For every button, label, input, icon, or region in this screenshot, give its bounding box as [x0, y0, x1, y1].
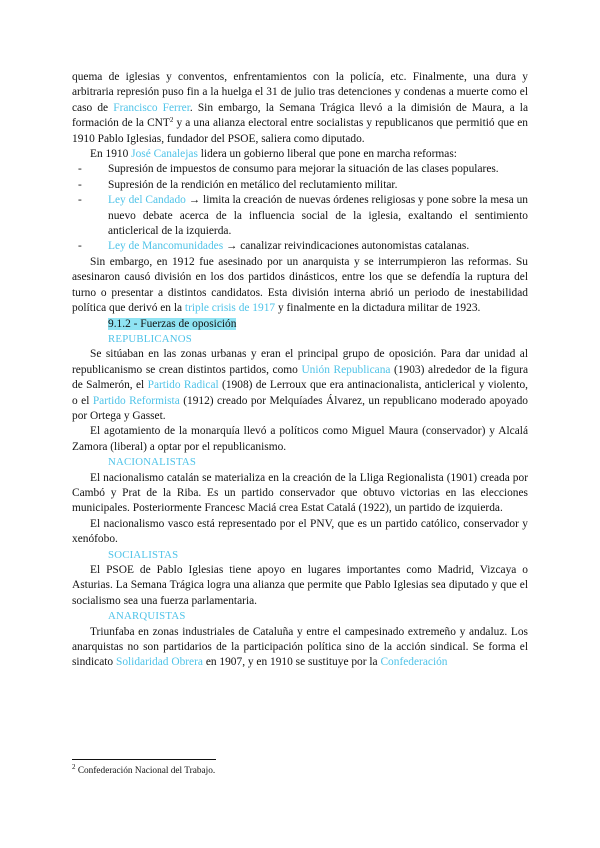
text-run: y finalmente en la dictadura militar de 1923.: [275, 302, 481, 315]
footnote-separator: [72, 759, 216, 760]
subheading-text: 9.1.2 - Fuerzas de oposición: [108, 317, 237, 330]
paragraph-canalejas: [72, 147, 528, 162]
paragraph-nacionalistas: El nacionalismo catalán se materializa en la creación de la Lliga Regionalista (1901) creada por Cambó y Prat de la Riba. Es un partido conservador que obtuvo victorias en las elecciones municipales. Posteriormente Francesc Maciá crea Estat Catalá (1922), un partido de izquierda.: [72, 471, 528, 515]
link-francisco-ferrer[interactable]: Francisco Ferrer: [113, 101, 190, 114]
link-ley-del-candado[interactable]: Ley del Candado: [108, 194, 186, 207]
bullet-dash: -: [78, 240, 82, 253]
list-item-text: Supresión de impuestos de consumo para mejorar la situación de las clases populares.: [108, 163, 499, 176]
link-jose-canalejas[interactable]: José Canalejas: [131, 148, 198, 161]
footnote: [72, 763, 528, 777]
paragraph-semana-tragica: [72, 70, 528, 147]
text-run: . Sin embargo, la Semana Trágica llevó a la dimisión de Maura, a la formación de la CNT: [72, 101, 529, 130]
text-run: lidera un gobierno liberal que pone en marcha reformas:: [197, 148, 457, 161]
paragraph-republicanos-2: El agotamiento de la monarquía llevó a políticos como Miguel Maura (conservador) y Alcalá Zamora (liberal) a optar por el republicanismo.: [72, 425, 528, 453]
list-item: [72, 193, 528, 239]
text-run: Triunfaba en zonas industriales de Cataluña y entre el campesinado extremeño y andaluz. Los anarquistas no son partidarios de la participación política sino de la acción sindical. Se forma el sindicato: [72, 625, 528, 669]
footnote-number: 2: [72, 763, 76, 771]
subheading-fuerzas-oposicion: [108, 317, 528, 332]
text-run: en 1907, y en 1910 se sustituye por la: [202, 656, 381, 669]
paragraph-nacionalistas-2: El nacionalismo vasco está representado por el PNV, que es un partido católico, conservador y xenófobo.: [72, 517, 528, 546]
list-item: [72, 178, 528, 193]
reform-list: [72, 162, 528, 254]
footnote-ref[interactable]: 2: [169, 116, 174, 125]
link-partido-radical[interactable]: Partido Radical: [147, 379, 219, 392]
paragraph-republicanos: [72, 347, 528, 424]
link-union-republicana[interactable]: Unión Republicana: [301, 363, 391, 376]
link-triple-crisis-1917[interactable]: triple crisis de 1917: [184, 302, 276, 315]
section-title-anarquistas: ANARQUISTAS: [108, 610, 186, 623]
list-item-text: Supresión de la rendición en metálico del reclutamiento militar.: [108, 178, 398, 191]
list-item-text: → canalizar reivindicaciones autonomistas catalanas.: [223, 240, 470, 253]
text-run: En 1910: [90, 148, 132, 161]
document-page: [72, 70, 528, 671]
link-partido-reformista[interactable]: Partido Reformista: [92, 394, 180, 407]
list-item: [72, 239, 528, 254]
text-run: quema de iglesias y conventos, enfrentamientos con la policía, etc. Finalmente, una dura y arbitraria represión puso fin a la huelga el 31 de julio tras detenciones y condenas a muerte como el caso de: [72, 71, 528, 114]
link-confederacion[interactable]: Confederación: [380, 656, 448, 669]
bullet-dash: -: [78, 163, 82, 176]
text-run: Se sitúaban en las zonas urbanas y eran el principal grupo de oposición. Para dar unidad al republicanismo se crean distintos partidos, como: [72, 348, 528, 376]
section-title-socialistas: SOCIALISTAS: [108, 548, 179, 561]
text-run: (1912) creado por Melquíades Álvarez, un republicano moderado apoyado por Ortega y Gasset.: [72, 394, 528, 422]
bullet-dash: -: [78, 178, 82, 191]
footnote-text: Confederación Nacional del Trabajo.: [75, 766, 216, 776]
section-title-republicanos: REPUBLICANOS: [108, 332, 192, 345]
link-solidaridad-obrera[interactable]: Solidaridad Obrera: [115, 656, 203, 669]
text-run: (1903) alrededor de la figura de Salmerón, el: [72, 363, 528, 392]
text-run: y a una alianza electoral entre socialistas y republicanos que permitió que en 1910 Pablo Iglesias, fundador del PSOE, saliera como diputado.: [72, 117, 528, 145]
link-ley-de-mancomunidades[interactable]: Ley de Mancomunidades: [108, 240, 224, 253]
text-run: (1908) de Lerroux que era antinacionalista, anticlerical y violento, o el: [72, 379, 529, 407]
section-title-nacionalistas: NACIONALISTAS: [108, 456, 197, 469]
bullet-dash: -: [78, 194, 82, 207]
text-run: Sin embargo, en 1912 fue asesinado por un anarquista y se interrumpieron las reformas. Su asesinaron causó división en los dos partidos dinásticos, entre los que se defendía la ruptura del turno o presentar a distintos candidatos. Esta división interna abrió un periodo de inestabilidad política que derivó en la: [72, 255, 528, 315]
paragraph-anarquistas: [72, 625, 528, 671]
paragraph-socialistas: El PSOE de Pablo Iglesias tiene apoyo en lugares importantes como Madrid, Vizcaya o Asturias. La Semana Trágica logra una alianza que permite que Pablo Iglesias sea diputado y que el socialismo sea una fuerza parlamentaria.: [72, 564, 528, 607]
list-item: [72, 162, 528, 177]
paragraph-asesinato: [72, 255, 528, 317]
list-item-text: → limita la creación de nuevas órdenes religiosas y pone sobre la mesa un nuevo debate acerca de la influencia social de la iglesia, exaltando el sentimiento anticlerical de la izquierda.: [108, 194, 529, 238]
